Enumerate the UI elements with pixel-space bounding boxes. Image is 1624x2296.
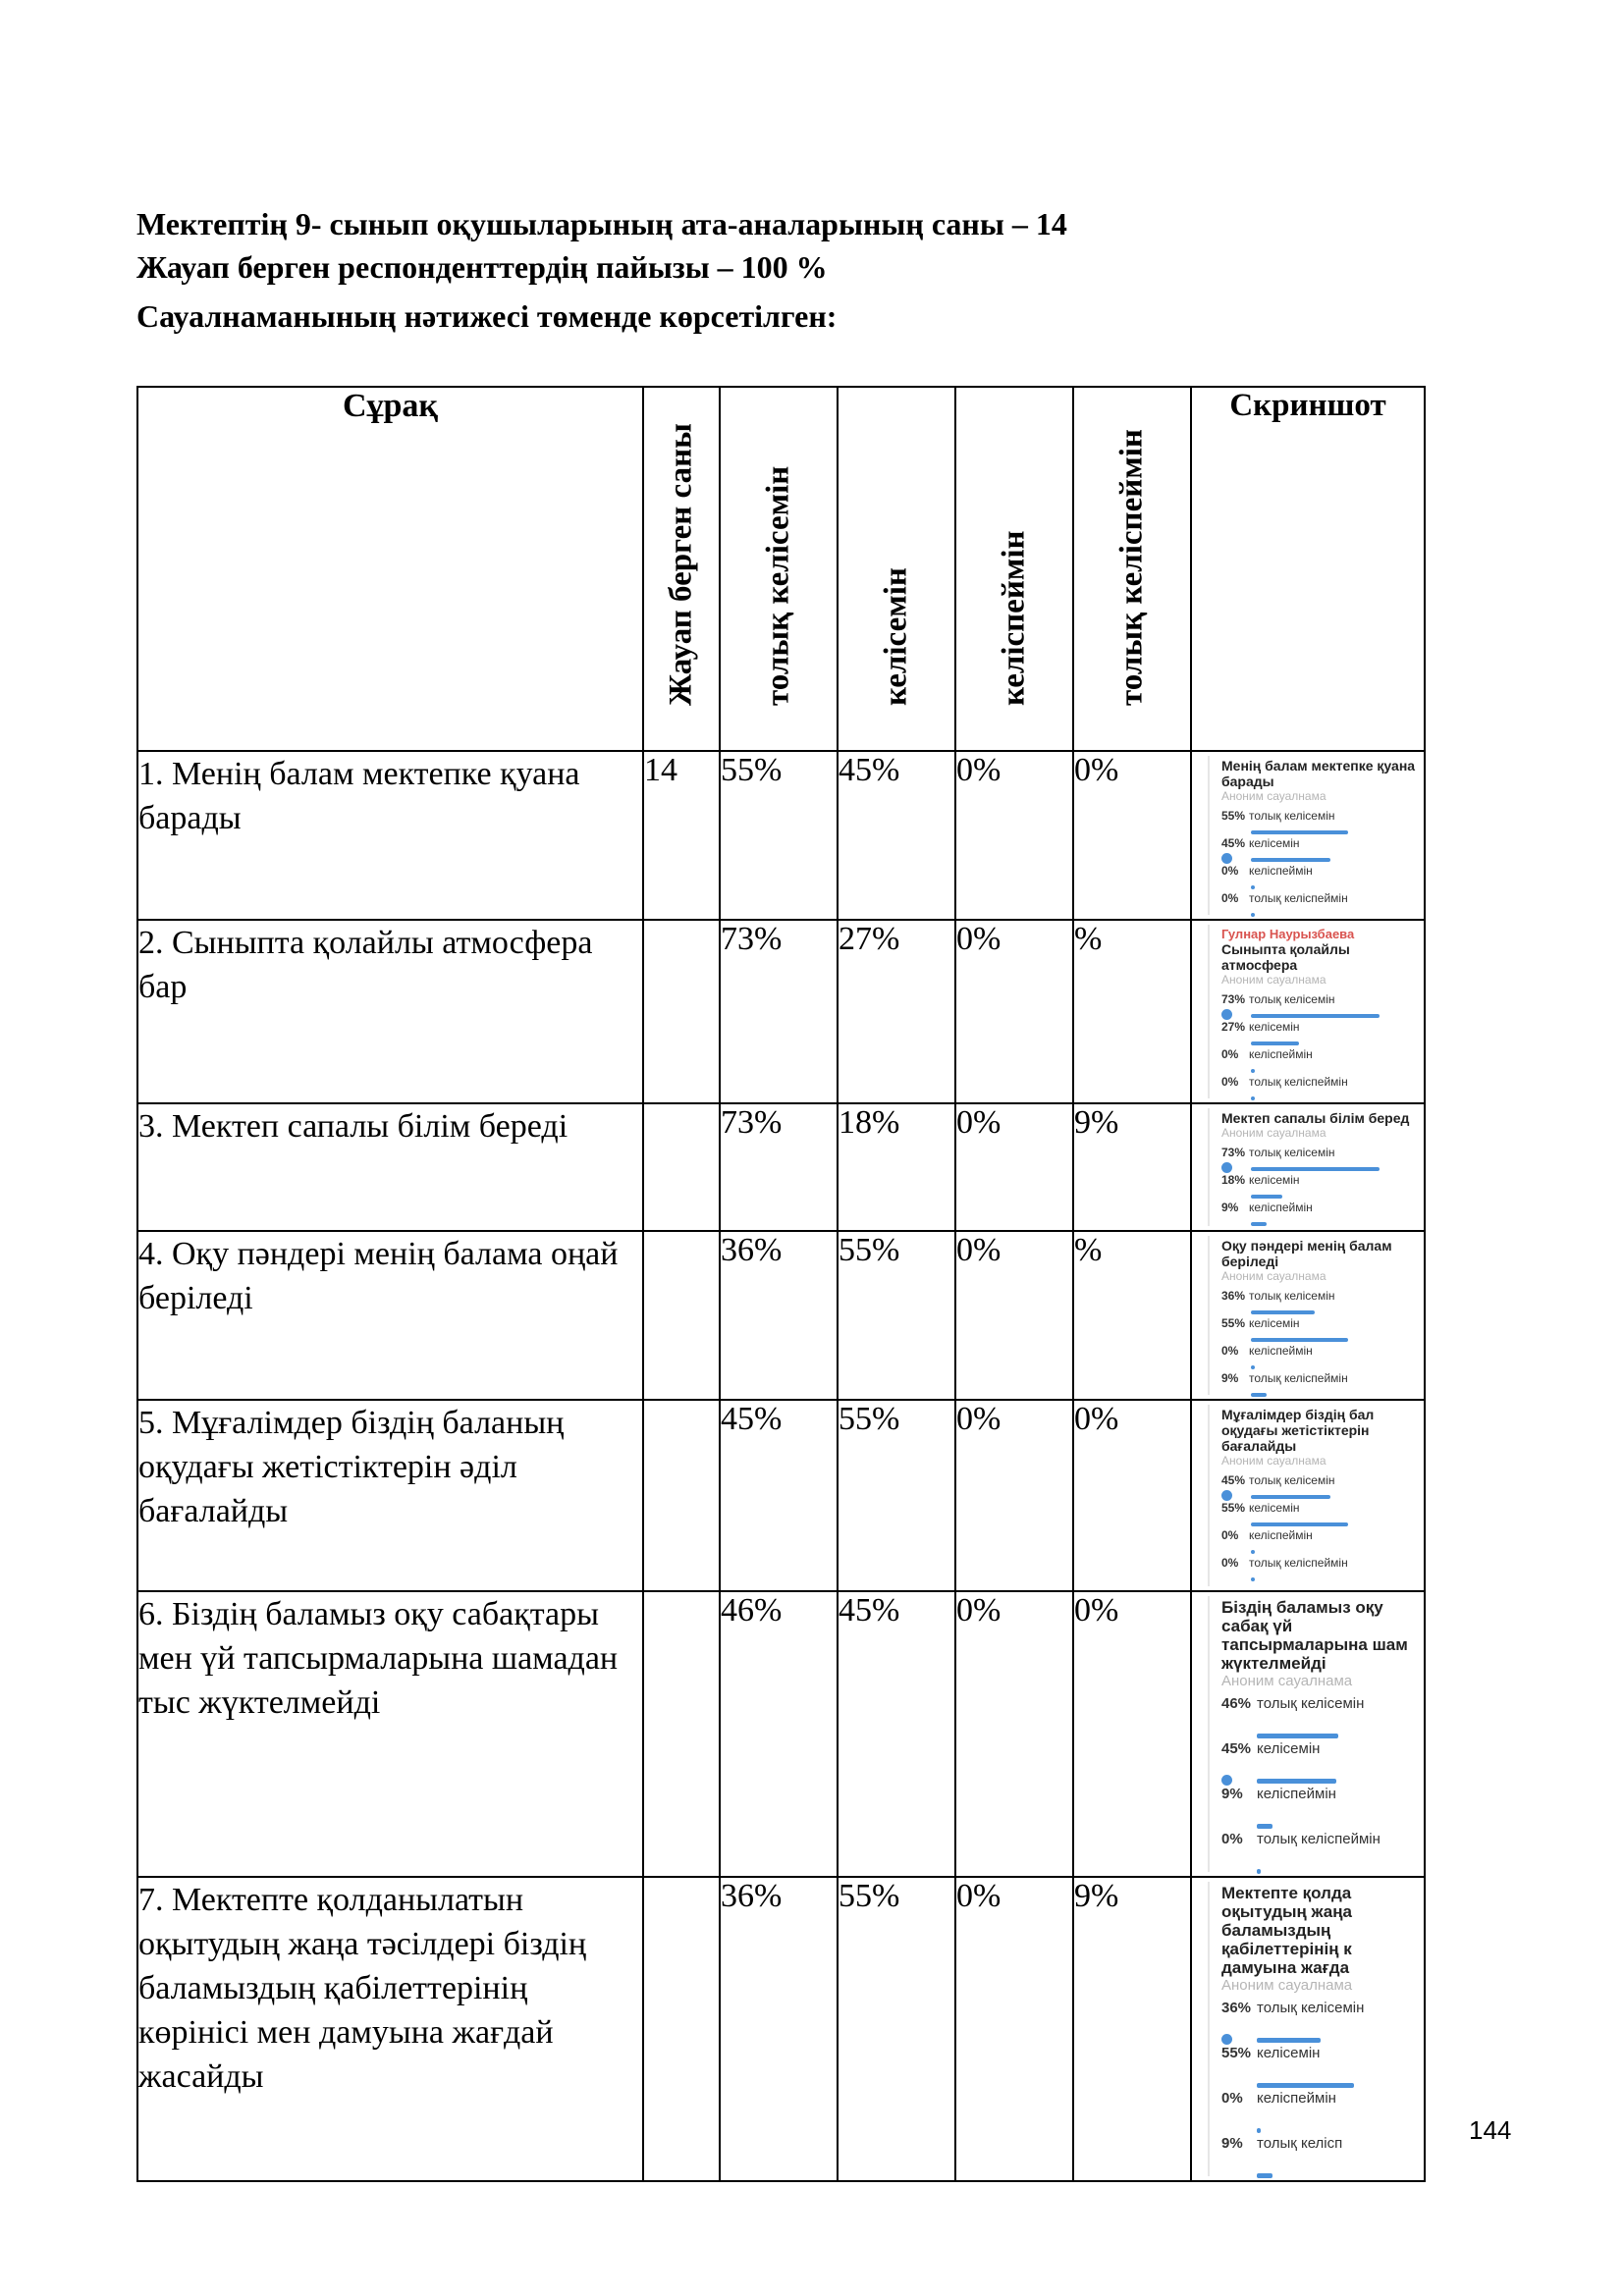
poll-option xyxy=(1221,1556,1424,1583)
poll-option-percent: 45% xyxy=(1221,1473,1246,1487)
fully-disagree-cell: 9% xyxy=(1073,1877,1191,2181)
respondents-column-header: Жауап берген саны xyxy=(643,387,720,751)
poll-option-bar xyxy=(1251,1069,1255,1073)
poll-option-label: келісемін xyxy=(1249,1173,1300,1187)
poll-subtitle: Аноним сауалнама xyxy=(1221,1126,1326,1140)
screenshot-cell xyxy=(1191,1877,1425,2181)
poll-screenshot xyxy=(1192,752,1424,919)
poll-option xyxy=(1221,1146,1424,1173)
table-row xyxy=(137,1231,1425,1400)
check-icon xyxy=(1221,1009,1232,1020)
check-icon xyxy=(1221,1490,1232,1501)
disagree-cell: 0% xyxy=(955,1103,1073,1231)
poll-option xyxy=(1221,1740,1424,1786)
poll-option-percent: 73% xyxy=(1221,1146,1246,1159)
poll-option-label: толық келісп xyxy=(1257,2135,1343,2152)
poll-option-percent: 55% xyxy=(1221,1501,1246,1515)
poll-option xyxy=(1221,1020,1424,1047)
poll-option xyxy=(1221,1316,1424,1344)
poll-option-label: келісемін xyxy=(1249,836,1300,850)
poll-option xyxy=(1221,1289,1424,1316)
poll-option-label: келіспеймін xyxy=(1249,864,1313,878)
poll-option-percent: 0% xyxy=(1221,1047,1239,1061)
poll-option xyxy=(1221,1831,1424,1876)
poll-option-label: толық келісемін xyxy=(1249,809,1335,823)
poll-option-label: келісемін xyxy=(1257,2045,1321,2061)
poll-option-bar xyxy=(1251,1167,1380,1171)
table-row xyxy=(137,1103,1425,1231)
poll-option-percent: 0% xyxy=(1221,1344,1239,1358)
poll-title: Мектеп сапалы білім беред xyxy=(1221,1110,1410,1126)
poll-option xyxy=(1221,809,1424,836)
page-header xyxy=(136,202,1413,338)
disagree-cell: 0% xyxy=(955,1591,1073,1877)
poll-option-percent: 0% xyxy=(1221,1831,1243,1847)
poll-option-percent: 18% xyxy=(1221,1173,1246,1187)
question-cell: 7. Мектепте қолданылатын оқытудың жаңа тәсілдері біздің баламыздың қабілеттерінің көрінісі мен дамуына жағдай жасайды xyxy=(137,1877,643,2181)
agree-cell: 55% xyxy=(838,1231,955,1400)
poll-option-label: келіспеймін xyxy=(1249,1201,1313,1214)
poll-screenshot xyxy=(1192,1878,1424,2180)
poll-option-bar xyxy=(1251,1041,1299,1045)
poll-option-bar xyxy=(1251,913,1255,917)
poll-option-label: толық келіспеймін xyxy=(1249,1371,1348,1385)
poll-option-label: толық келісемін xyxy=(1257,1695,1365,1712)
disagree-cell: 0% xyxy=(955,1400,1073,1591)
poll-option xyxy=(1221,992,1424,1020)
poll-option-percent: 55% xyxy=(1221,809,1246,823)
poll-option-percent: 55% xyxy=(1221,1316,1246,1330)
fully-disagree-cell: 0% xyxy=(1073,751,1191,920)
fully-agree-cell: 46% xyxy=(720,1591,838,1877)
poll-subtitle: Аноним сауалнама xyxy=(1221,1977,1353,1994)
poll-option-label: келіспеймін xyxy=(1249,1344,1313,1358)
poll-subtitle: Аноним сауалнама xyxy=(1221,973,1326,987)
table-header-row xyxy=(137,387,1425,751)
poll-option-percent: 9% xyxy=(1221,1201,1239,1214)
poll-option-percent: 0% xyxy=(1221,2090,1243,2107)
poll-option-bar xyxy=(1257,2083,1354,2088)
poll-option-bar xyxy=(1251,1393,1267,1397)
poll-option-percent: 9% xyxy=(1221,1371,1239,1385)
poll-title: Мектепте қолда оқытудың жаңа баламыздың қабілеттерінің к дамуына жағда xyxy=(1221,1884,1352,1977)
agree-column-header: келісемін xyxy=(838,387,955,751)
screenshot-cell xyxy=(1191,1231,1425,1400)
poll-option xyxy=(1221,1201,1424,1228)
poll-option-bar xyxy=(1257,2038,1321,2043)
poll-option-label: толық келісемін xyxy=(1257,2000,1365,2016)
survey-results-table xyxy=(136,386,1426,2182)
poll-option-percent: 45% xyxy=(1221,836,1246,850)
poll-option xyxy=(1221,1344,1424,1371)
poll-option-percent: 36% xyxy=(1221,2000,1252,2016)
poll-option xyxy=(1221,1371,1424,1399)
poll-option-label: келіспеймін xyxy=(1249,1528,1313,1542)
screenshot-cell xyxy=(1191,1591,1425,1877)
fully-disagree-cell: 9% xyxy=(1073,1103,1191,1231)
respondents-cell xyxy=(643,1231,720,1400)
poll-option-percent: 36% xyxy=(1221,1289,1246,1303)
poll-option-label: келісемін xyxy=(1249,1020,1300,1034)
poll-option-bar xyxy=(1251,1310,1315,1314)
poll-screenshot xyxy=(1192,1232,1424,1399)
fully-agree-cell: 45% xyxy=(720,1400,838,1591)
poll-option xyxy=(1221,1173,1424,1201)
question-cell: 2. Сыныпта қолайлы атмосфера бар xyxy=(137,920,643,1103)
respondents-cell xyxy=(643,1591,720,1877)
poll-option xyxy=(1221,1695,1424,1740)
poll-option-label: толық келісемін xyxy=(1249,1473,1335,1487)
table-row xyxy=(137,751,1425,920)
question-cell: 3. Мектеп сапалы білім береді xyxy=(137,1103,643,1231)
poll-option-label: келіспеймін xyxy=(1249,1047,1313,1061)
agree-cell: 45% xyxy=(838,751,955,920)
poll-screenshot xyxy=(1192,921,1424,1102)
poll-option xyxy=(1221,2135,1424,2180)
poll-option xyxy=(1221,864,1424,891)
table-row xyxy=(137,1400,1425,1591)
poll-option xyxy=(1221,2000,1424,2045)
disagree-cell: 0% xyxy=(955,920,1073,1103)
poll-option-label: келісемін xyxy=(1249,1316,1300,1330)
fully-agree-cell: 55% xyxy=(720,751,838,920)
poll-option-bar xyxy=(1251,830,1348,834)
poll-option-label: толық келіспеймін xyxy=(1249,1556,1348,1570)
fully-disagree-column-header: толық келіспеймін xyxy=(1073,387,1191,751)
poll-option-percent: 9% xyxy=(1221,1786,1243,1802)
poll-option-percent: 0% xyxy=(1221,864,1239,878)
poll-option-bar xyxy=(1251,885,1255,889)
disagree-column-header: келіспеймін xyxy=(955,387,1073,751)
agree-cell: 55% xyxy=(838,1400,955,1591)
poll-option-bar xyxy=(1251,1014,1380,1018)
results-intro-line: Сауалнаманының нәтижесі төменде көрсетілген: xyxy=(136,298,838,334)
poll-option-bar xyxy=(1257,2173,1272,2178)
poll-option-bar xyxy=(1257,1734,1338,1738)
poll-subtitle: Аноним сауалнама xyxy=(1221,1269,1326,1283)
check-icon xyxy=(1221,1162,1232,1173)
poll-option-bar xyxy=(1257,1779,1336,1784)
question-cell: 4. Оқу пәндері менің балама оңай беріледі xyxy=(137,1231,643,1400)
question-cell: 6. Біздің баламыз оқу сабақтары мен үй тапсырмаларына шамадан тыс жүктелмейді xyxy=(137,1591,643,1877)
poll-title: Менің балам мектепке қуана барады xyxy=(1221,758,1416,789)
agree-cell: 45% xyxy=(838,1591,955,1877)
poll-option-bar xyxy=(1251,1495,1330,1499)
poll-option xyxy=(1221,1528,1424,1556)
fully-agree-cell: 36% xyxy=(720,1231,838,1400)
question-column-header: Сұрақ xyxy=(137,387,643,751)
poll-option-percent: 73% xyxy=(1221,992,1246,1006)
poll-option-label: толық келісемін xyxy=(1249,992,1335,1006)
poll-option-bar xyxy=(1251,1522,1348,1526)
poll-title: Біздің баламыз оқу сабақ үй тапсырмаларына шам жүктелмейді xyxy=(1221,1598,1408,1673)
fully-disagree-cell: 0% xyxy=(1073,1591,1191,1877)
fully-disagree-cell: % xyxy=(1073,1231,1191,1400)
respondents-cell xyxy=(643,1103,720,1231)
respondents-cell: 14 xyxy=(643,751,720,920)
poll-option-label: толық келісемін xyxy=(1249,1289,1335,1303)
check-icon xyxy=(1221,1775,1232,1786)
screenshot-cell xyxy=(1191,1103,1425,1231)
fully-disagree-cell: 0% xyxy=(1073,1400,1191,1591)
screenshot-column-header: Скриншот xyxy=(1191,387,1425,751)
poll-option-bar xyxy=(1251,1195,1282,1199)
poll-option-bar xyxy=(1251,1096,1255,1100)
poll-option-percent: 0% xyxy=(1221,1075,1239,1089)
poll-screenshot xyxy=(1192,1104,1424,1230)
poll-option-percent: 0% xyxy=(1221,1528,1239,1542)
disagree-cell: 0% xyxy=(955,751,1073,920)
poll-option-percent: 0% xyxy=(1221,1556,1239,1570)
question-cell: 5. Мұғалімдер біздің баланың оқудағы жетістіктерін әділ бағалайды xyxy=(137,1400,643,1591)
poll-option-bar xyxy=(1257,1824,1272,1829)
poll-option-bar xyxy=(1251,858,1330,862)
poll-option xyxy=(1221,1047,1424,1075)
agree-cell: 18% xyxy=(838,1103,955,1231)
poll-option-label: толық келіспеймін xyxy=(1249,1075,1348,1089)
respondents-cell xyxy=(643,920,720,1103)
poll-subtitle: Аноним сауалнама xyxy=(1221,1673,1353,1689)
poll-option-percent: 0% xyxy=(1221,891,1239,905)
question-cell: 1. Менің балам мектепке қуана барады xyxy=(137,751,643,920)
agree-cell: 27% xyxy=(838,920,955,1103)
table-row xyxy=(137,920,1425,1103)
poll-subtitle: Аноним сауалнама xyxy=(1221,1454,1326,1468)
check-icon xyxy=(1221,853,1232,864)
poll-option-label: келіспеймін xyxy=(1257,2090,1336,2107)
fully-agree-cell: 73% xyxy=(720,920,838,1103)
poll-option xyxy=(1221,2090,1424,2135)
disagree-cell: 0% xyxy=(955,1877,1073,2181)
screenshot-cell xyxy=(1191,920,1425,1103)
poll-option xyxy=(1221,2045,1424,2090)
check-icon xyxy=(1221,2034,1232,2045)
poll-option-percent: 9% xyxy=(1221,2135,1243,2152)
poll-title: Оқу пәндері менің балам беріледі xyxy=(1221,1238,1392,1269)
poll-screenshot xyxy=(1192,1592,1424,1876)
parents-count-line: Мектептің 9- сынып оқушыларының ата-аналарының саны – 14 xyxy=(136,206,1067,241)
poll-option-label: толық келісемін xyxy=(1249,1146,1335,1159)
poll-option-label: толық келіспеймін xyxy=(1249,891,1348,905)
page-number: 144 xyxy=(1469,2115,1512,2145)
screenshot-cell xyxy=(1191,751,1425,920)
poll-option-label: келісемін xyxy=(1249,1501,1300,1515)
poll-option-percent: 27% xyxy=(1221,1020,1246,1034)
respondents-cell xyxy=(643,1877,720,2181)
poll-option-percent: 55% xyxy=(1221,2045,1252,2061)
poll-option-bar xyxy=(1257,1869,1261,1874)
poll-option-label: толық келіспеймін xyxy=(1257,1831,1380,1847)
fully-agree-column-header: толық келісемін xyxy=(720,387,838,751)
poll-screenshot xyxy=(1192,1401,1424,1590)
table-row xyxy=(137,1591,1425,1877)
poll-option-bar xyxy=(1251,1365,1255,1369)
poll-option-percent: 45% xyxy=(1221,1740,1252,1757)
poll-option-bar xyxy=(1251,1577,1255,1581)
agree-cell: 55% xyxy=(838,1877,955,2181)
poll-option-bar xyxy=(1251,1550,1255,1554)
poll-author: Гулнар Наурызбаева xyxy=(1221,927,1355,941)
fully-disagree-cell: % xyxy=(1073,920,1191,1103)
respondents-cell xyxy=(643,1400,720,1591)
poll-option-percent: 46% xyxy=(1221,1695,1252,1712)
poll-option-label: келісемін xyxy=(1257,1740,1321,1757)
poll-option-bar xyxy=(1257,2128,1261,2133)
poll-subtitle: Аноним сауалнама xyxy=(1221,789,1326,803)
table-row xyxy=(137,1877,1425,2181)
fully-agree-cell: 73% xyxy=(720,1103,838,1231)
poll-option-label: келіспеймін xyxy=(1257,1786,1336,1802)
poll-title: Мұғалімдер біздің бал оқудағы жетістіктерін бағалайды xyxy=(1221,1407,1375,1454)
response-rate-line: Жауап берген респонденттердің пайызы – 100 % xyxy=(136,249,828,285)
poll-option xyxy=(1221,1501,1424,1528)
poll-option xyxy=(1221,1075,1424,1102)
poll-option xyxy=(1221,1786,1424,1831)
fully-agree-cell: 36% xyxy=(720,1877,838,2181)
poll-option xyxy=(1221,891,1424,919)
disagree-cell: 0% xyxy=(955,1231,1073,1400)
poll-option xyxy=(1221,1473,1424,1501)
poll-option xyxy=(1221,836,1424,864)
screenshot-cell xyxy=(1191,1400,1425,1591)
poll-title: Сыныпта қолайлы атмосфера xyxy=(1221,941,1350,973)
poll-option-bar xyxy=(1251,1338,1348,1342)
poll-option-bar xyxy=(1251,1222,1267,1226)
